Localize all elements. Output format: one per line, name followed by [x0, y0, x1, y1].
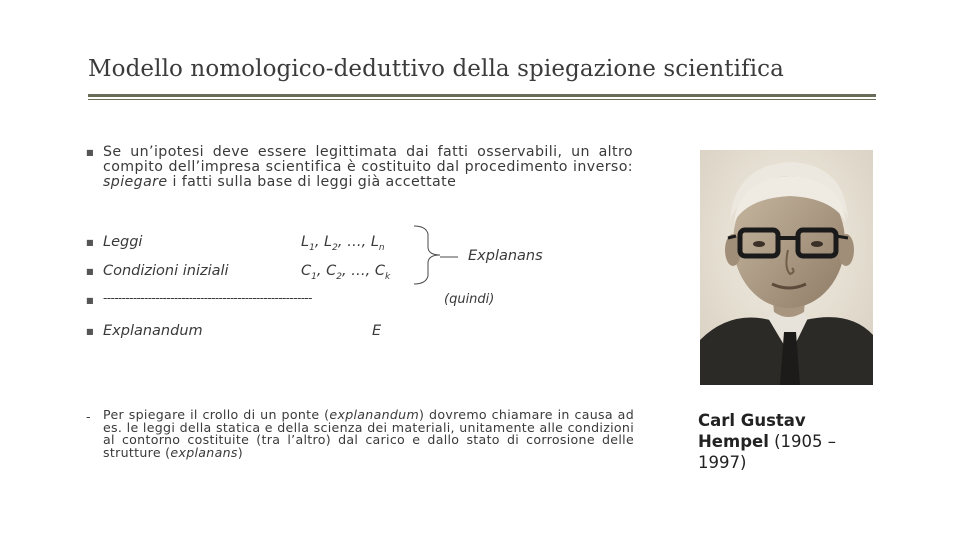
- explanandum-symbol: E: [372, 323, 382, 339]
- bullet-icon: ■: [86, 238, 94, 247]
- caption-name: Carl Gustav Hempel: [698, 411, 806, 451]
- conditions-label: Condizioni iniziali: [103, 263, 229, 279]
- bullet-icon: ■: [86, 148, 94, 157]
- bullet-icon: ■: [86, 267, 94, 276]
- brace-icon: [412, 224, 442, 286]
- explanans-connector: [440, 255, 458, 259]
- caption-dates: (1905 – 1997): [698, 432, 837, 472]
- laws-label: Leggi: [103, 234, 143, 250]
- bullet-icon: ■: [86, 327, 94, 336]
- separator-line: --------------------------------------------------------: [103, 291, 312, 305]
- dash-marker: -: [86, 409, 91, 424]
- slide-title: Modello nomologico-deduttivo della spiegazione scientifica: [88, 56, 784, 82]
- intro-text-2: i fatti sulla base di leggi già accettate: [167, 174, 457, 190]
- conditions-symbols: $C_1$, $C_2$, …, $C_k$: [301, 263, 391, 282]
- explanans-label: Explanans: [468, 248, 543, 264]
- portrait-photo: [700, 150, 873, 385]
- title-rule-thin: [88, 99, 876, 100]
- portrait-caption: [698, 410, 848, 473]
- bullet-icon: ■: [86, 296, 94, 305]
- title-rule-thick: [88, 94, 876, 97]
- example-emphasis-explanandum: explanandum: [329, 407, 420, 422]
- intro-paragraph: [103, 145, 633, 190]
- intro-emphasis: spiegare: [103, 174, 168, 190]
- example-emphasis-explanans: explanans: [170, 444, 238, 460]
- explanandum-label: Explanandum: [103, 323, 203, 339]
- example-paragraph: Per spiegare il crollo di un ponte (explanandum) dovremo chiamare in causa ad es. le leggi della statica e della scienza dei materiali, unitamente alle condizioni al contorno costituite (tra l’altro) dal carico e dallo stato di corrosione delle strutture (explanans): [103, 407, 634, 460]
- intro-text-1: Se un’ipotesi deve essere legittimata dai fatti osservabili, un altro compito dell’impresa scientifica è costituito dal procedimento inverso:: [103, 144, 633, 175]
- laws-symbols: $L_1$, $L_2$, …, $L_n$: [301, 234, 385, 253]
- quindi-label: (quindi): [444, 292, 495, 307]
- portrait-image: [700, 150, 873, 385]
